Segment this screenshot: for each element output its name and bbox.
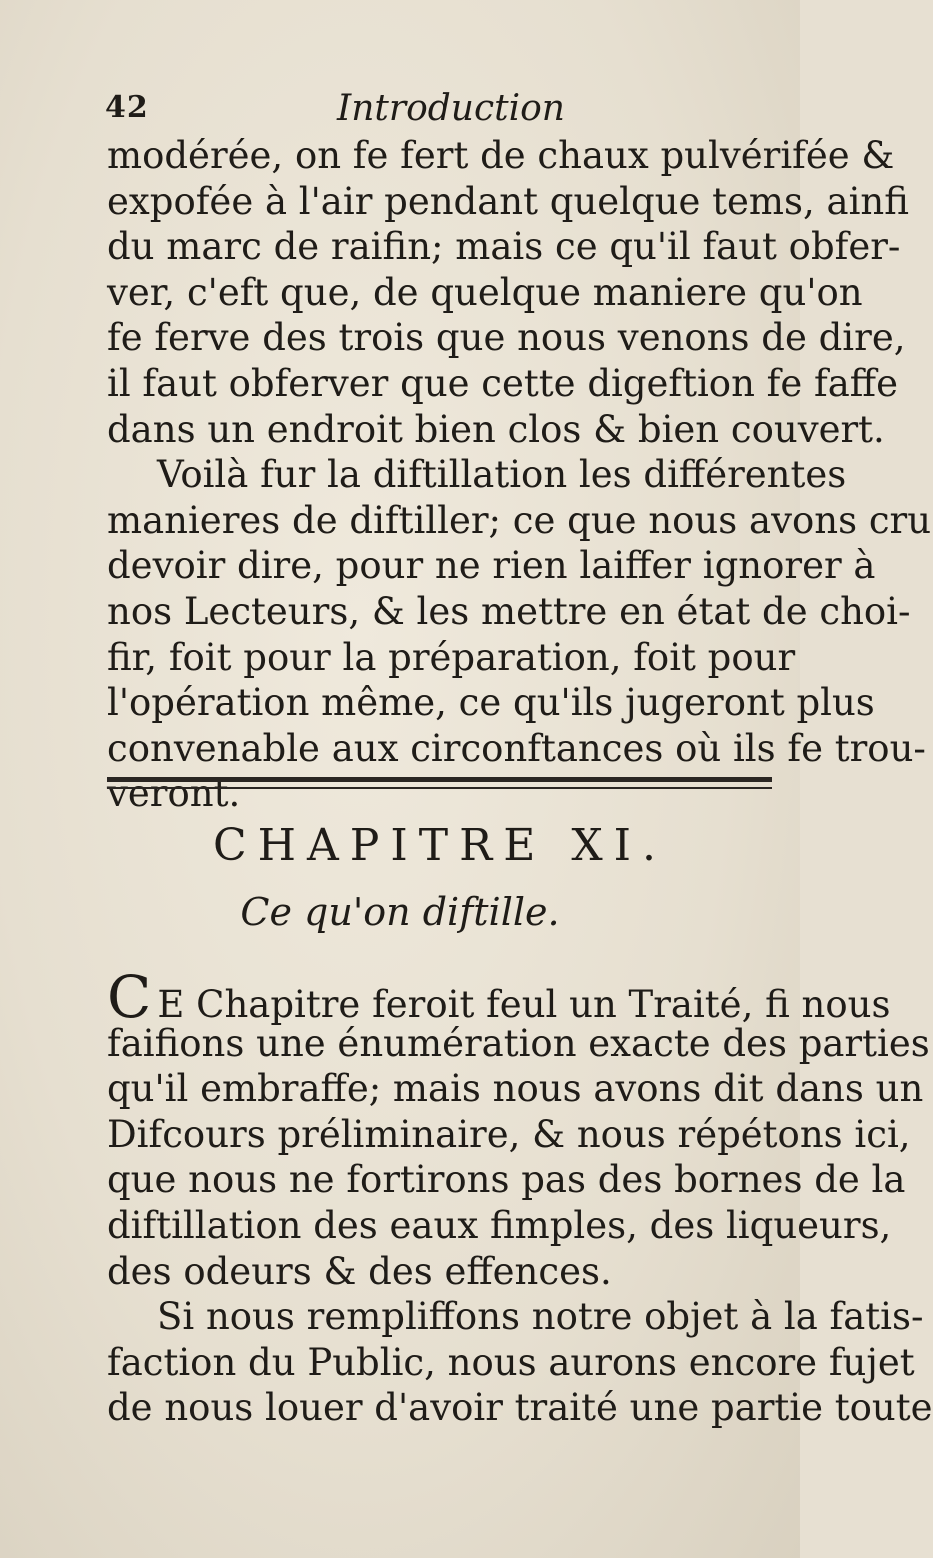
first-line-text: E Chapitre feroit feul un Traité, fi nous <box>157 983 891 1026</box>
text-line: convenable aux circonftances où ils fe trou- <box>107 726 926 770</box>
introduction-text <box>107 133 932 817</box>
drop-cap: C <box>107 963 152 1031</box>
chapter-divider-rule <box>107 777 772 789</box>
text-line: devoir dire, pour ne rien laiffer ignorer à <box>107 544 876 588</box>
text-line: Difcours préliminaire, & nous répétons ici, <box>107 1112 911 1156</box>
text-line: il faut obferver que cette digeftion fe faffe <box>107 361 898 405</box>
text-line: du marc de raifin; mais ce qu'il faut obfer- <box>107 225 901 269</box>
chapter-subtitle: Ce qu'on diftille. <box>240 890 560 934</box>
text-line: des odeurs & des effences. <box>107 1249 612 1293</box>
page-number: 42 <box>105 90 149 125</box>
text-line: expofée à l'air pendant quelque tems, ainfi <box>107 179 909 223</box>
text-line: fe ferve des trois que nous venons de dire, <box>107 316 906 360</box>
text-line: faction du Public, nous aurons encore fujet <box>107 1340 915 1384</box>
text-line: dans un endroit bien clos & bien couvert. <box>107 407 885 451</box>
text-line: l'opération même, ce qu'ils jugeront plus <box>107 681 875 725</box>
page-header <box>105 88 765 138</box>
text-line: Si nous rempliffons notre objet à la fatis- <box>157 1295 924 1339</box>
chapter-text <box>107 963 933 1431</box>
text-line: modérée, on fe fert de chaux pulvérifée & <box>107 134 895 177</box>
text-line: diftillation des eaux fimples, des liqueurs, <box>107 1203 892 1247</box>
running-head: Introduction <box>337 88 565 129</box>
text-line: fir, foit pour la préparation, foit pour <box>107 635 796 679</box>
first-line <box>107 963 891 1031</box>
text-line: nos Lecteurs, & les mettre en état de choi- <box>107 589 911 633</box>
text-line: qu'il embraffe; mais nous avons dit dans un <box>107 1067 924 1111</box>
text-line: que nous ne fortirons pas des bornes de la <box>107 1158 906 1202</box>
text-line: ver, c'eft que, de quelque maniere qu'on <box>107 270 863 314</box>
chapter-title: CHAPITRE XI. <box>212 820 668 871</box>
text-line: veront. <box>107 772 241 816</box>
text-line: faifions une énumération exacte des parties <box>107 1021 930 1065</box>
text-line: manieres de diftiller; ce que nous avons cru <box>107 498 932 542</box>
text-line: Voilà fur la diftillation les différentes <box>157 453 847 497</box>
text-line: de nous louer d'avoir traité une partie toute <box>107 1386 933 1430</box>
